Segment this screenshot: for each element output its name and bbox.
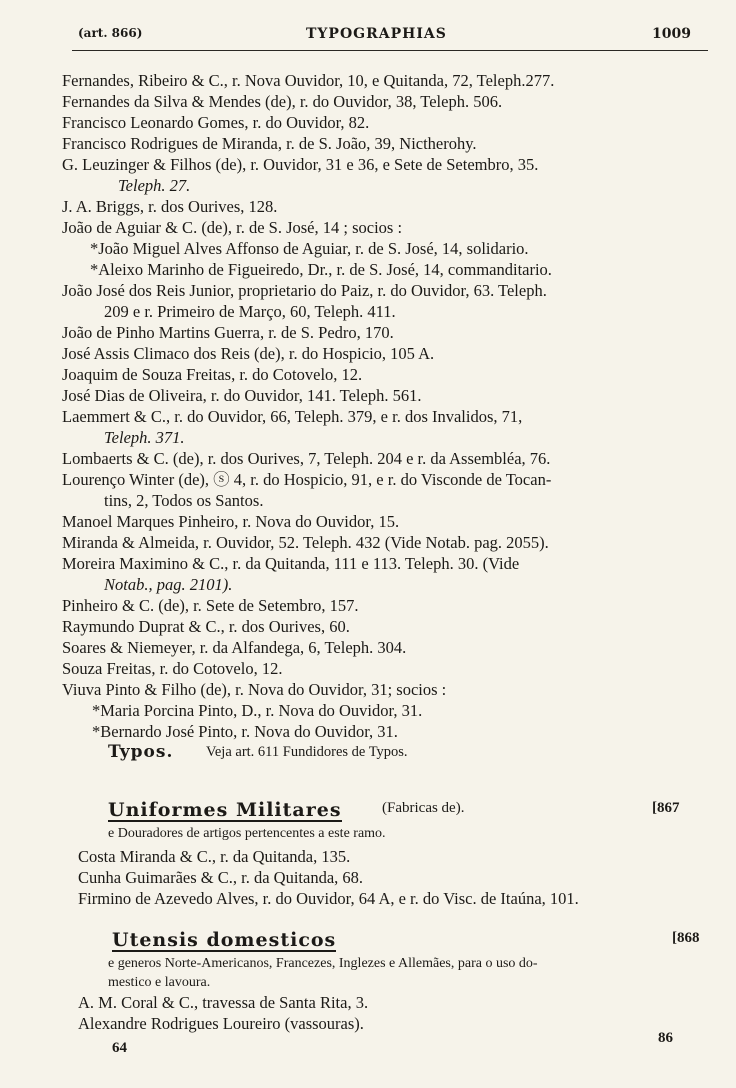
section-note-utensis-cont: mestico e lavoura. [108,975,211,990]
section-code-uniformes: [867 [652,800,680,816]
list-item: Joaquim de Souza Freitas, r. do Cotovelo, 12. [62,365,363,384]
page-title: TYPOGRAPHIAS [306,26,447,42]
list-item-continuation: tins, 2, Todos os Santos. [104,491,264,510]
list-item: Lombaerts & C. (de), r. dos Ourives, 7, Teleph. 204 e r. da Assembléa, 76. [62,449,551,468]
list-item: João de Aguiar & C. (de), r. de S. José, 14 ; socios : [62,218,403,237]
article-ref: (art. 866) [78,26,143,40]
list-item-continuation: Notab., pag. 2101). [104,575,233,594]
list-item: João de Pinho Martins Guerra, r. de S. Pedro, 170. [62,323,394,342]
list-item: Costa Miranda & C., r. da Quitanda, 135. [78,847,351,866]
list-subitem: *Maria Porcina Pinto, D., r. Nova do Ouvidor, 31. [92,701,423,720]
footer-left-number: 64 [112,1040,127,1056]
section-title-utensis: Utensis domesticos [112,929,337,951]
list-item: Soares & Niemeyer, r. da Alfandega, 6, Teleph. 304. [62,638,407,657]
list-item: Fernandes da Silva & Mendes (de), r. do Ouvidor, 38, Teleph. 506. [62,92,503,111]
list-item: Fernandes, Ribeiro & C., r. Nova Ouvidor, 10, e Quitanda, 72, Teleph.277. [62,71,555,90]
list-item-continuation: Teleph. 371. [104,428,185,447]
list-subitem: *João Miguel Alves Affonso de Aguiar, r. de S. José, 14, solidario. [90,239,529,258]
header-rule [72,50,708,51]
list-item: João José dos Reis Junior, proprietario do Paiz, r. do Ouvidor, 63. Teleph. [62,281,547,300]
footer-right-number: 86 [658,1030,673,1046]
list-item: Laemmert & C., r. do Ouvidor, 66, Teleph. 379, e r. dos Invalidos, 71, [62,407,523,426]
section-subtitle-uniformes: (Fabricas de). [382,800,465,816]
list-item: J. A. Briggs, r. dos Ourives, 128. [62,197,278,216]
list-item: Francisco Rodrigues de Miranda, r. de S. João, 39, Nictherohy. [62,134,477,153]
section-title-typos: Typos. [108,742,174,762]
list-item: G. Leuzinger & Filhos (de), r. Ouvidor, 31 e 36, e Sete de Setembro, 35. [62,155,539,174]
list-item: Viuva Pinto & Filho (de), r. Nova do Ouvidor, 31; socios : [62,680,447,699]
list-item: Miranda & Almeida, r. Ouvidor, 52. Teleph. 432 (Vide Notab. pag. 2055). [62,533,549,552]
section-note-uniformes: e Douradores de artigos pertencentes a este ramo. [108,826,386,841]
list-item-continuation: Teleph. 27. [118,176,191,195]
list-item: José Assis Climaco dos Reis (de), r. do Hospicio, 105 A. [62,344,435,363]
section-note-typos: Veja art. 611 Fundidores de Typos. [206,744,408,760]
section-code-utensis: [868 [672,930,700,946]
list-item: Moreira Maximino & C., r. da Quitanda, 111 e 113. Teleph. 30. (Vide [62,554,520,573]
list-item: Lourenço Winter (de), ⓢ 4, r. do Hospicio, 91, e r. do Visconde de Tocan- [62,470,552,489]
section-title-uniformes: Uniformes Militares [108,799,342,821]
list-item-continuation: 209 e r. Primeiro de Março, 60, Teleph. 411. [104,302,396,321]
list-item: Francisco Leonardo Gomes, r. do Ouvidor, 82. [62,113,370,132]
list-subitem: *Aleixo Marinho de Figueiredo, Dr., r. de S. José, 14, commanditario. [90,260,552,279]
section-note-utensis: e generos Norte-Americanos, Francezes, Inglezes e Allemães, para o uso do- [108,956,538,971]
list-item: A. M. Coral & C., travessa de Santa Rita, 3. [78,993,369,1012]
list-item: Manoel Marques Pinheiro, r. Nova do Ouvidor, 15. [62,512,400,531]
list-item: Alexandre Rodrigues Loureiro (vassouras). [78,1014,364,1033]
list-item: Pinheiro & C. (de), r. Sete de Setembro, 157. [62,596,359,615]
list-item: Souza Freitas, r. do Cotovelo, 12. [62,659,283,678]
list-item: José Dias de Oliveira, r. do Ouvidor, 141. Teleph. 561. [62,386,422,405]
list-item: Raymundo Duprat & C., r. dos Ourives, 60. [62,617,350,636]
page-number: 1009 [652,26,691,42]
list-subitem: *Bernardo José Pinto, r. Nova do Ouvidor, 31. [92,722,398,741]
list-item: Firmino de Azevedo Alves, r. do Ouvidor, 64 A, e r. do Visc. de Itaúna, 101. [78,889,579,908]
list-item: Cunha Guimarães & C., r. da Quitanda, 68. [78,868,364,887]
